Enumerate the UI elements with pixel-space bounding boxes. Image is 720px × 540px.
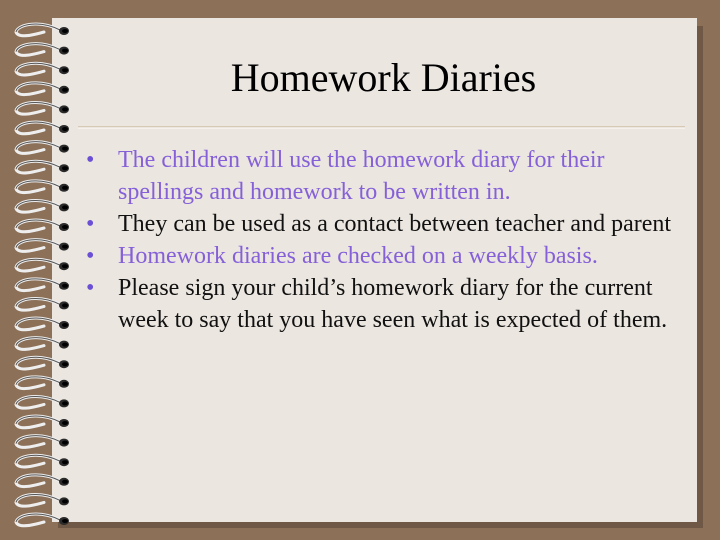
binding-ring: [16, 279, 69, 291]
binding-ring: [16, 161, 69, 173]
binding-ring: [16, 44, 69, 56]
bullet-text: Homework diaries are checked on a weekly basis.: [118, 243, 598, 269]
binding-ring: [16, 338, 69, 350]
bullet-item: [86, 240, 686, 272]
binding-ring: [16, 181, 69, 193]
title-divider-highlight: [78, 128, 685, 129]
title-divider: [78, 126, 685, 127]
binding-ring: [16, 377, 69, 389]
bullet-icon: •: [86, 211, 95, 237]
bullet-icon: •: [86, 275, 95, 301]
bullet-text: They can be used as a contact between teacher and parent: [118, 211, 672, 237]
binding-ring: [16, 259, 69, 271]
bullet-item: [86, 144, 686, 208]
binding-ring: [16, 63, 69, 75]
bullet-text: The children will use the homework diary for their spellings and homework to be written in.: [118, 147, 605, 205]
binding-ring: [16, 514, 69, 526]
binding-ring: [16, 416, 69, 428]
bullet-text: Please sign your child’s homework diary for the current week to say that you have seen what is expected of them.: [118, 275, 668, 333]
binding-ring: [16, 24, 69, 36]
slide-title: Homework Diaries: [230, 55, 537, 100]
spiral-binding-icon: [0, 0, 90, 540]
binding-ring: [16, 142, 69, 154]
page-shadow-bottom: [58, 522, 703, 528]
bullet-item: [86, 272, 686, 336]
bullet-list: [86, 144, 686, 336]
binding-ring: [16, 455, 69, 467]
binding-ring: [16, 83, 69, 95]
bullet-item: [86, 208, 686, 240]
binding-ring: [16, 122, 69, 134]
binding-ring: [16, 298, 69, 310]
binding-ring: [16, 494, 69, 506]
bullet-icon: •: [86, 243, 95, 269]
binding-ring: [16, 357, 69, 369]
binding-ring: [16, 318, 69, 330]
binding-ring: [16, 102, 69, 114]
binding-ring: [16, 475, 69, 487]
binding-ring: [16, 436, 69, 448]
page-shadow-right: [697, 26, 703, 526]
binding-ring: [16, 396, 69, 408]
binding-ring: [16, 200, 69, 212]
binding-ring: [16, 240, 69, 252]
bullet-icon: •: [86, 147, 95, 173]
binding-ring: [16, 220, 69, 232]
